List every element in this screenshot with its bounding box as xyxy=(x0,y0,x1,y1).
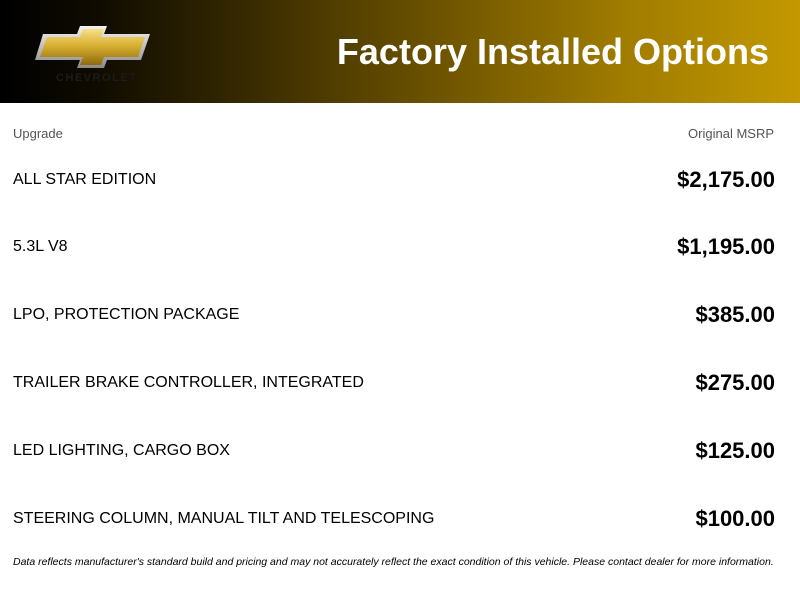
option-name: LPO, PROTECTION PACKAGE xyxy=(13,306,240,323)
brand-wordmark: CHEVROLET xyxy=(56,72,138,84)
option-row xyxy=(13,163,775,193)
option-row xyxy=(13,230,775,260)
option-row xyxy=(13,366,775,396)
option-row xyxy=(13,434,775,464)
option-name: ALL STAR EDITION xyxy=(13,171,157,188)
option-price: $100.00 xyxy=(695,506,775,531)
option-price: $2,175.00 xyxy=(677,167,775,192)
upgrade-column-header: Upgrade xyxy=(13,126,63,141)
option-row xyxy=(13,298,775,328)
header-banner xyxy=(0,0,800,103)
option-price: $385.00 xyxy=(695,302,775,327)
option-name: STEERING COLUMN, MANUAL TILT AND TELESCOPING xyxy=(13,510,435,527)
option-price: $1,195.00 xyxy=(677,234,775,259)
option-row xyxy=(13,502,775,532)
option-name: 5.3L V8 xyxy=(13,238,68,255)
msrp-column-header: Original MSRP xyxy=(688,126,774,141)
option-price: $275.00 xyxy=(695,370,775,395)
option-name: TRAILER BRAKE CONTROLLER, INTEGRATED xyxy=(13,374,364,391)
option-name: LED LIGHTING, CARGO BOX xyxy=(13,442,230,459)
option-price: $125.00 xyxy=(695,438,775,463)
page-title: Factory Installed Options xyxy=(336,31,769,72)
disclaimer-text: Data reflects manufacturer's standard build and pricing and may not accurately reflect the exact condition of this vehicle. Please contact dealer for more information. xyxy=(13,556,774,568)
